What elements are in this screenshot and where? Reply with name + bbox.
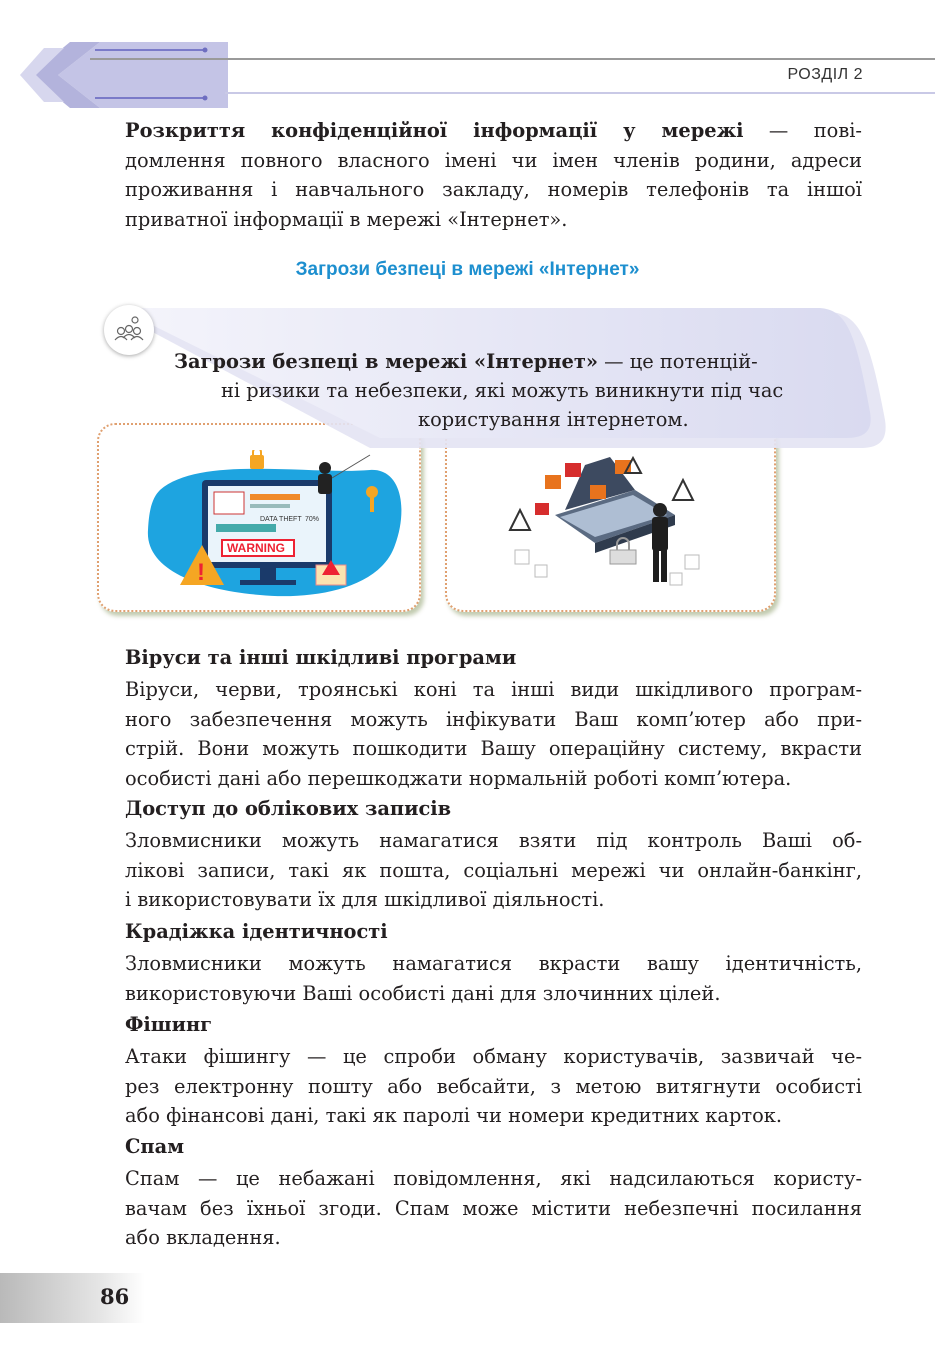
- data-theft-label: DATA THEFT: [260, 516, 302, 523]
- data-theft-percent: 70%: [305, 516, 320, 523]
- header-rule-bottom: [225, 92, 935, 94]
- topic-body-accounts: [125, 826, 862, 915]
- intro-line: — пові-: [743, 119, 862, 142]
- topic-line: лікові записи, такі як пошта, соціальні мережі чи онлайн-банкінг,: [125, 858, 862, 882]
- topic-line: стрій. Вони можуть пошкодити Вашу операційну систему, вкрасти: [125, 737, 862, 760]
- intro-line: домлення повного власного імені чи імен членів родини, адреси: [125, 148, 862, 172]
- definition-line-1: [174, 347, 758, 376]
- chapter-arrow-decoration: [0, 38, 240, 113]
- topic-line: вачам без їхньої згоди. Спам може містити небезпечні посилання: [125, 1196, 862, 1220]
- topic-line: або вкладення.: [125, 1226, 281, 1249]
- definition-text: — це потенцій-: [598, 350, 758, 373]
- topic-line: ного забезпечення можуть інфікувати Ваш комп’ютер або при-: [125, 707, 862, 731]
- chapter-label: РОЗДІЛ 2: [787, 66, 863, 83]
- definition-term: Загрози безпеці в мережі «Інтернет»: [174, 350, 598, 373]
- topic-title-accounts: Доступ до облікових записів: [125, 797, 452, 820]
- definition-line-3: користування інтернетом.: [418, 408, 689, 431]
- topic-line: Спам — це небажані повідомлення, які надсилаються користу-: [125, 1167, 862, 1190]
- topic-line: Віруси, черви, троянські коні та інші види шкідливого програм-: [125, 678, 862, 701]
- topic-line: рез електронну пошту або вебсайти, з метою витягнути особисті: [125, 1074, 862, 1098]
- section-title: Загрози безпеці в мережі «Інтернет»: [295, 259, 640, 280]
- intro-line: приватної інформації в мережі «Інтернет».: [125, 207, 568, 231]
- intro-line: проживання і навчального закладу, номерів телефонів та іншої: [125, 178, 862, 201]
- people-discussion-icon: [104, 305, 154, 355]
- topic-title-spam: Спам: [125, 1135, 185, 1158]
- warning-label: WARNING: [227, 541, 285, 555]
- topic-line: і використовувати їх для шкідливої діяльності.: [125, 888, 605, 911]
- topic-body-viruses: [125, 675, 862, 793]
- email-hacker-laptop-illustration: [495, 455, 725, 595]
- topic-body-identity: [125, 949, 862, 1008]
- topic-line: Атаки фішингу — це спроби обману користувачів, зазвичай че-: [125, 1045, 862, 1068]
- topic-line: особисті дані або перешкоджати нормальній роботі комп’ютера.: [125, 766, 792, 790]
- topic-body-spam: [125, 1164, 862, 1253]
- topic-title-viruses: Віруси та інші шкідливі програми: [125, 646, 517, 669]
- topic-line: Зловмисники можуть намагатися вкрасти вашу ідентичність,: [125, 952, 862, 975]
- intro-term: Розкриття конфіденційної інформації у мережі: [125, 119, 744, 142]
- topic-line: використовуючи Ваші особисті дані для злочинних цілей.: [125, 981, 721, 1005]
- exclamation-icon: !: [197, 559, 205, 586]
- warning-computer-illustration: [140, 450, 410, 605]
- topic-line: Зловмисники можуть намагатися взяти під контроль Ваші об-: [125, 829, 862, 852]
- topic-title-phishing: Фішинг: [125, 1013, 213, 1036]
- header-rule-top: [90, 58, 935, 60]
- page-number: 86: [100, 1284, 130, 1309]
- topic-body-phishing: [125, 1042, 862, 1131]
- definition-line-2: ні ризики та небезпеки, які можуть виникнути під час: [221, 379, 784, 402]
- intro-paragraph: [125, 116, 862, 234]
- topic-line: або фінансові дані, такі як паролі чи номери кредитних карток.: [125, 1104, 783, 1127]
- topic-title-identity: Крадіжка ідентичності: [125, 920, 388, 943]
